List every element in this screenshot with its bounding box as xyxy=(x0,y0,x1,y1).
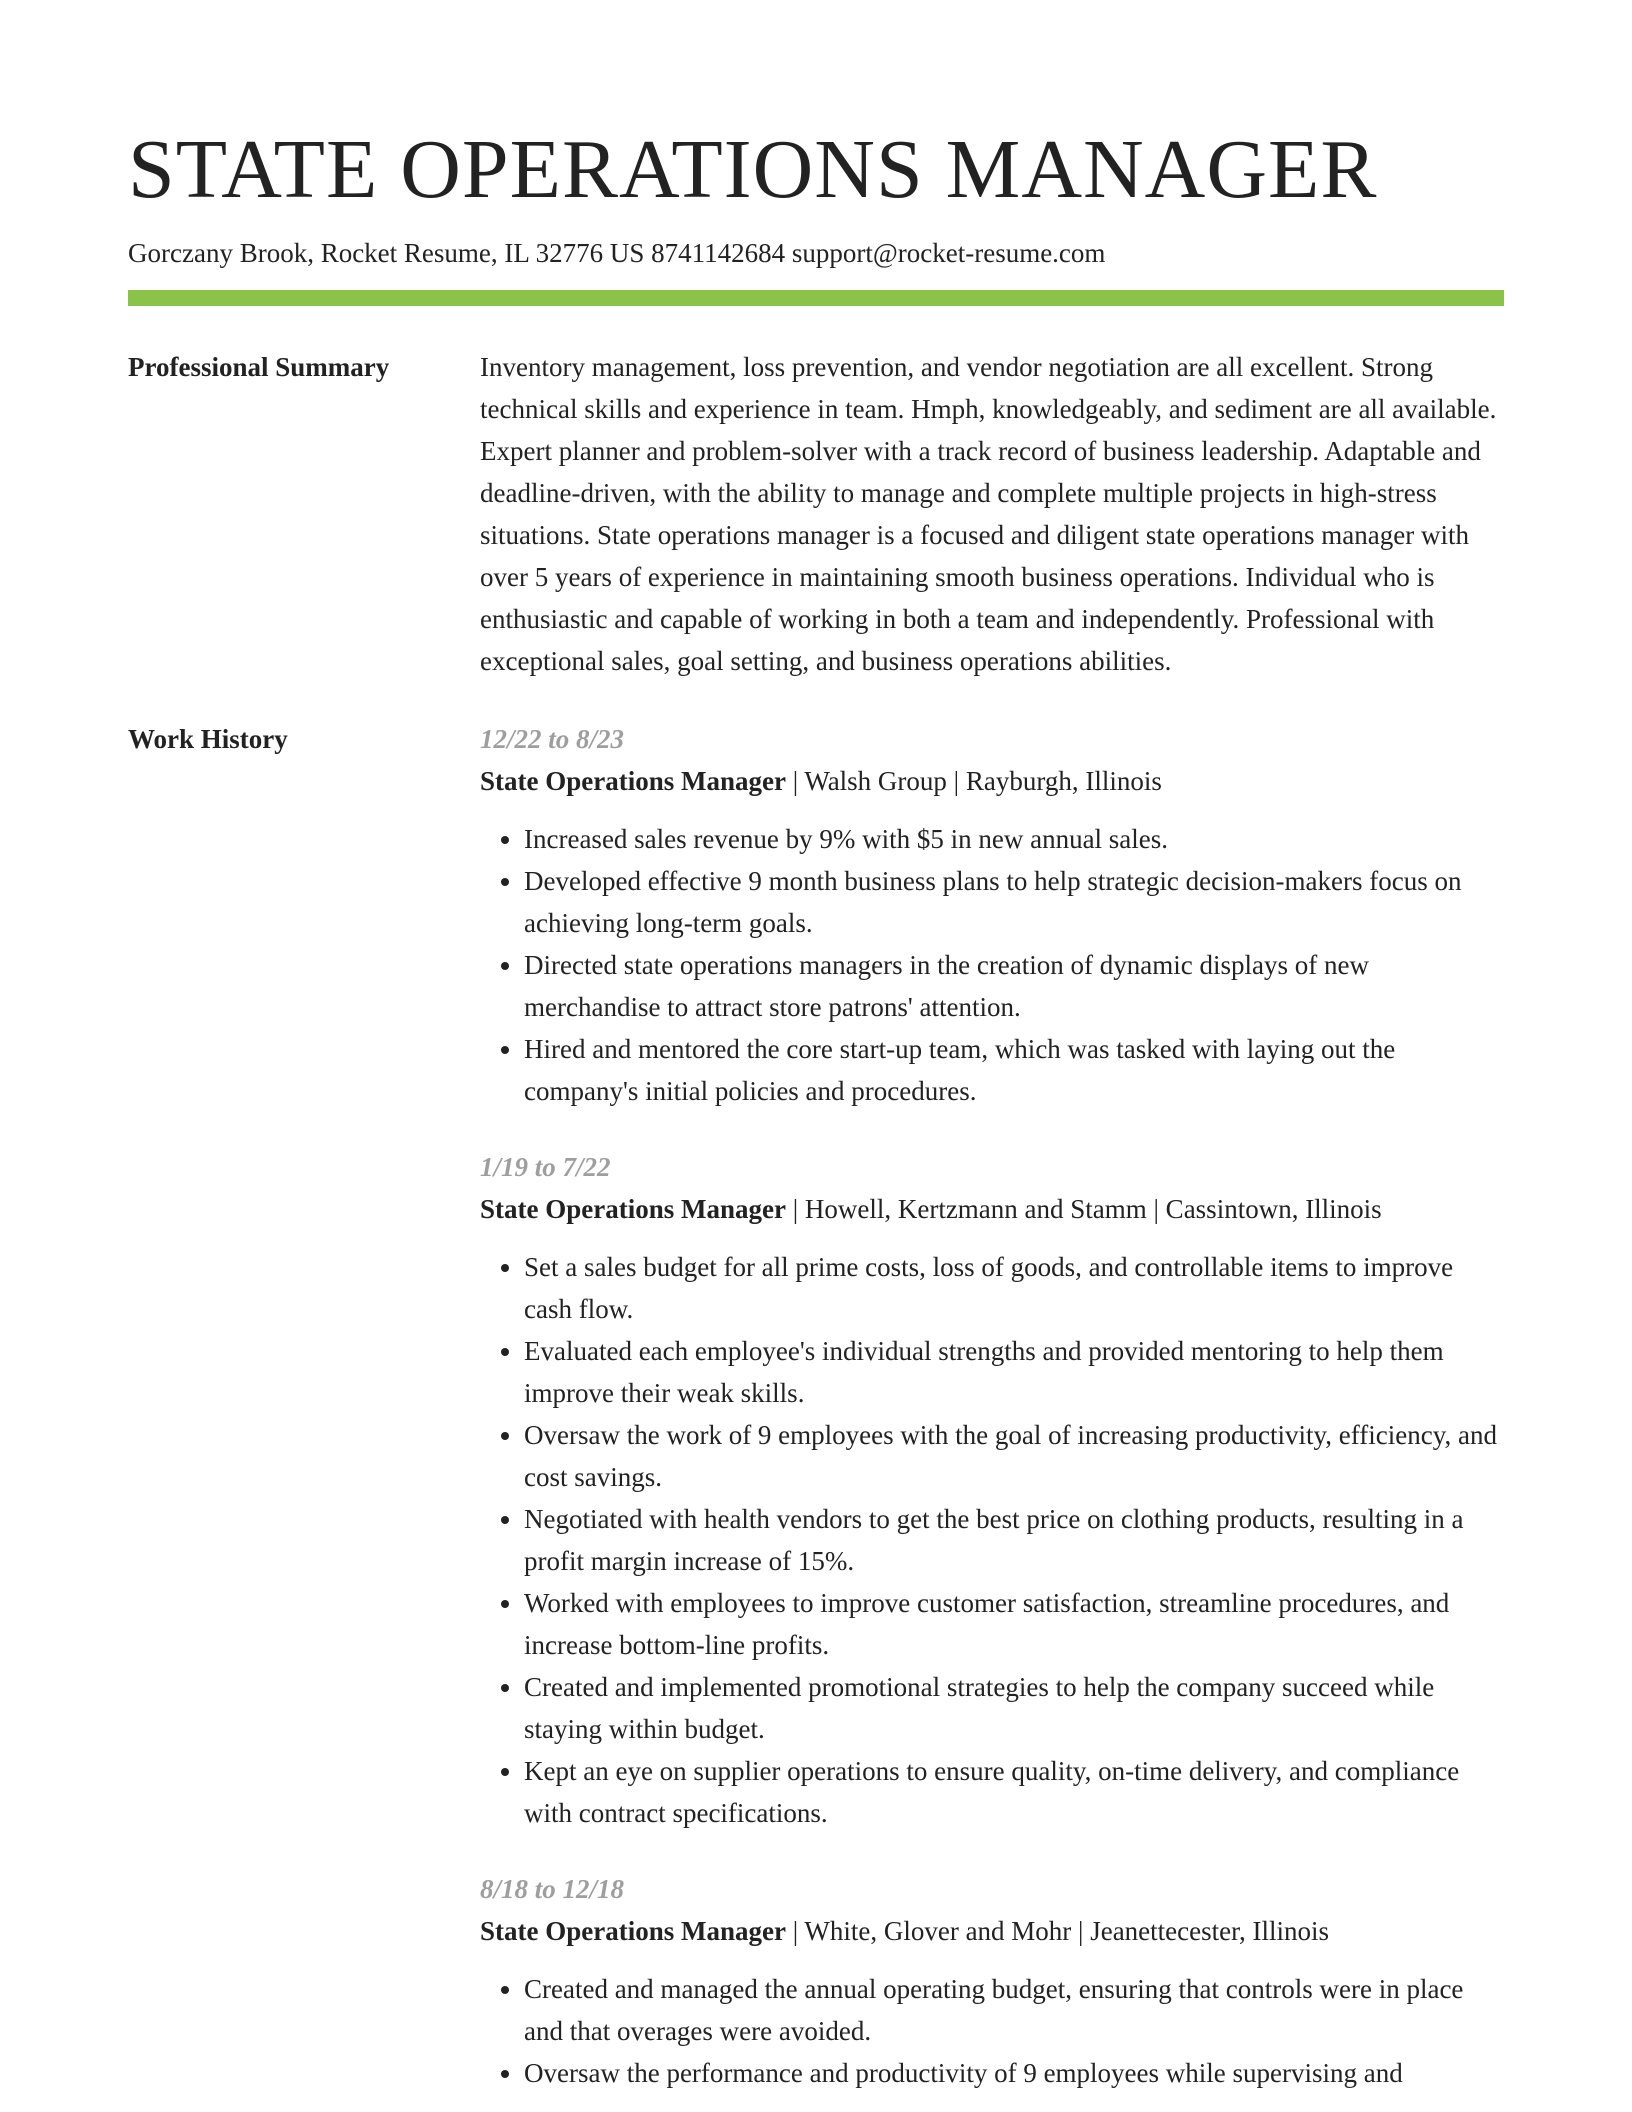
job-dates: 1/19 to 7/22 xyxy=(480,1152,611,1182)
job-bullet: • Evaluated each employee's individual strengths and provided mentoring to help them improve their weak skills. xyxy=(524,1330,1504,1414)
job-details: | Howell, Kertzmann and Stamm | Cassintown, Illinois xyxy=(785,1194,1382,1224)
job-bullet: • Directed state operations managers in the creation of dynamic displays of new merchandise to attract store patrons' attention. xyxy=(524,944,1504,1028)
job-details: | Walsh Group | Rayburgh, Illinois xyxy=(785,766,1162,796)
job-bullet: • Set a sales budget for all prime costs, loss of goods, and controllable items to improve cash flow. xyxy=(524,1246,1504,1330)
job-title-line xyxy=(480,760,1504,802)
job-entry xyxy=(480,718,1504,1112)
job-dates: 8/18 to 12/18 xyxy=(480,1874,625,1904)
job-dates: 12/22 to 8/23 xyxy=(480,724,625,754)
job-bullets xyxy=(480,818,1504,1112)
job-title-line xyxy=(480,1910,1504,1952)
job-title: State Operations Manager xyxy=(480,1916,786,1946)
work-history-body xyxy=(480,718,1504,2094)
job-title: State Operations Manager xyxy=(480,1194,786,1224)
job-title: State Operations Manager xyxy=(480,766,786,796)
job-details: | White, Glover and Mohr | Jeanettecester, Illinois xyxy=(785,1916,1330,1946)
contact-line: Gorczany Brook, Rocket Resume, IL 32776 US 8741142684 support@rocket-resume.com xyxy=(128,238,1106,268)
job-bullet: • Worked with employees to improve customer satisfaction, streamline procedures, and increase bottom-line profits. xyxy=(524,1582,1504,1666)
job-title-line xyxy=(480,1188,1504,1230)
summary-text: Inventory management, loss prevention, and vendor negotiation are all excellent. Strong technical skills and experience in team. Hmph, knowledgeably, and sediment are all available. Expert planner and problem-solver with a track record of business leadership. Adaptable and deadline-driven, with the ability to manage and complete multiple projects in high-stress situations. State operations manager is a focused and diligent state operations manager with over 5 years of experience in maintaining smooth business operations. Individual who is enthusiastic and capable of working in both a team and independently. Professional with exceptional sales, goal setting, and business operations abilities. xyxy=(480,352,1497,676)
job-bullet: • Oversaw the work of 9 employees with the goal of increasing productivity, efficiency, and cost savings. xyxy=(524,1414,1504,1498)
resume-title: STATE OPERATIONS MANAGER xyxy=(128,123,1378,216)
header-divider xyxy=(128,290,1504,306)
job-bullets xyxy=(480,1968,1504,2094)
job-bullet: • Hired and mentored the core start-up team, which was tasked with laying out the company's initial policies and procedures. xyxy=(524,1028,1504,1112)
work-history-section xyxy=(128,718,1504,2094)
job-entry xyxy=(480,1868,1504,2094)
job-entry xyxy=(480,1146,1504,1834)
resume-page xyxy=(128,0,1504,2094)
job-bullet: • Created and managed the annual operating budget, ensuring that controls were in place and that overages were avoided. xyxy=(524,1968,1504,2052)
job-bullets xyxy=(480,1246,1504,1834)
job-bullet: • Created and implemented promotional strategies to help the company succeed while staying within budget. xyxy=(524,1666,1504,1750)
section-label-summary: Professional Summary xyxy=(128,352,390,382)
summary-body xyxy=(480,346,1504,682)
job-bullet: • Kept an eye on supplier operations to ensure quality, on-time delivery, and compliance with contract specifications. xyxy=(524,1750,1504,1834)
professional-summary-section xyxy=(128,346,1504,682)
job-bullet: • Oversaw the performance and productivity of 9 employees while supervising and xyxy=(524,2052,1504,2094)
job-bullet: • Developed effective 9 month business plans to help strategic decision-makers focus on achieving long-term goals. xyxy=(524,860,1504,944)
job-bullet: • Negotiated with health vendors to get the best price on clothing products, resulting in a profit margin increase of 15%. xyxy=(524,1498,1504,1582)
section-label-work-history: Work History xyxy=(128,724,288,754)
job-bullet: • Increased sales revenue by 9% with $5 in new annual sales. xyxy=(524,818,1504,860)
